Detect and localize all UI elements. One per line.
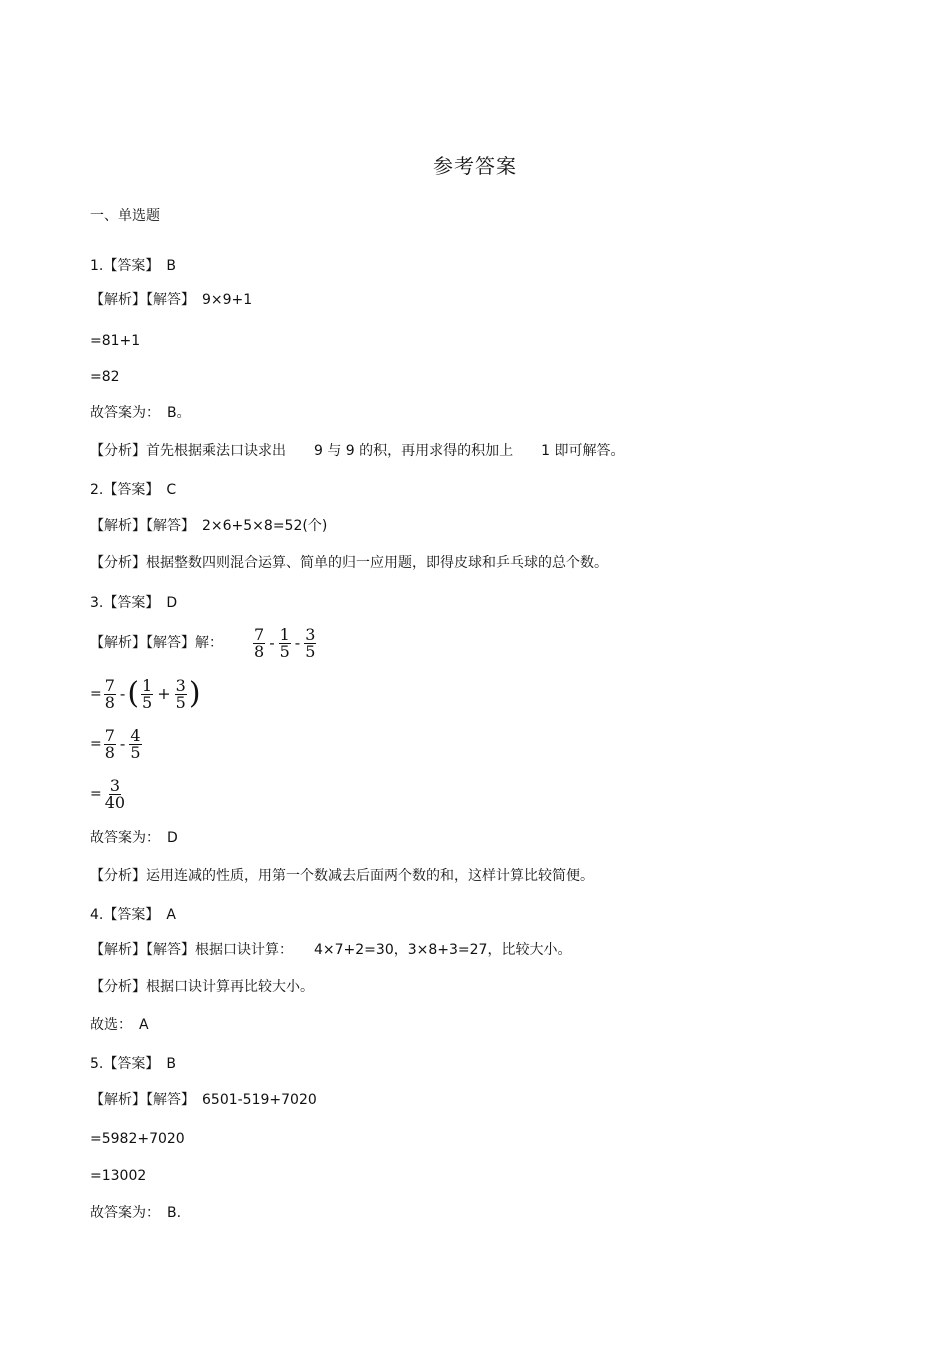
q3-analysis bbox=[90, 625, 318, 661]
q3-step2 bbox=[90, 726, 144, 762]
equals-sign: = bbox=[90, 686, 102, 702]
q1-conclusion: 故答案为： B。 bbox=[90, 405, 191, 421]
q5-analysis: 【解析】【解答】 6501-519+7020 bbox=[90, 1092, 317, 1108]
q3-step3 bbox=[90, 776, 128, 812]
q2-answer: 2.【答案】 C bbox=[90, 482, 177, 498]
fraction: $\frac{1}{5}$ bbox=[142, 675, 153, 712]
q5-answer: 5.【答案】 B bbox=[90, 1056, 176, 1072]
right-paren: ) bbox=[188, 676, 201, 711]
fraction: $\frac{7}{8}$ bbox=[104, 725, 115, 762]
fraction: $\frac{3}{5}$ bbox=[305, 624, 316, 661]
operator: + bbox=[157, 684, 171, 703]
q5-step1: =5982+7020 bbox=[90, 1131, 185, 1147]
operator: - bbox=[269, 633, 275, 652]
q2-note: 【分析】根据整数四则混合运算、简单的归一应用题，即得皮球和乒乓球的总个数。 bbox=[90, 555, 608, 571]
fraction: $\frac{3}{40}$ bbox=[104, 775, 126, 812]
q3-analysis-label: 【解析】【解答】解： bbox=[90, 635, 223, 651]
q1-step1: =81+1 bbox=[90, 333, 141, 349]
q5-conclusion: 故答案为： B. bbox=[90, 1205, 182, 1221]
left-paren: ( bbox=[127, 676, 140, 711]
fraction: $\frac{4}{5}$ bbox=[130, 725, 141, 762]
operator: - bbox=[119, 684, 126, 703]
q1-note: 【分析】首先根据乘法口诀求出 9 与 9 的积，再用求得的积加上 1 即可解答。 bbox=[90, 443, 625, 459]
q1-answer: 1.【答案】 B bbox=[90, 258, 176, 274]
q2-analysis: 【解析】【解答】 2×6+5×8=52(个) bbox=[90, 518, 328, 534]
q4-conclusion: 故选： A bbox=[90, 1017, 149, 1033]
q1-step2: =82 bbox=[90, 369, 120, 385]
page-title: 参考答案 bbox=[433, 154, 517, 178]
fraction: $\frac{7}{8}$ bbox=[104, 675, 115, 712]
q5-step2: =13002 bbox=[90, 1168, 147, 1184]
q4-answer: 4.【答案】 A bbox=[90, 907, 176, 923]
operator: - bbox=[294, 633, 301, 652]
equals-sign: = bbox=[90, 736, 102, 752]
q1-analysis: 【解析】【解答】 9×9+1 bbox=[90, 292, 253, 308]
q3-note: 【分析】运用连减的性质，用第一个数减去后面两个数的和，这样计算比较简便。 bbox=[90, 868, 594, 884]
operator: - bbox=[119, 734, 126, 753]
q3-answer: 3.【答案】 D bbox=[90, 595, 178, 611]
fraction: $\frac{7}{8}$ bbox=[254, 624, 265, 661]
q3-conclusion: 故答案为： D bbox=[90, 830, 178, 846]
equals-sign: = bbox=[90, 786, 102, 802]
q4-analysis: 【解析】【解答】根据口诀计算： 4×7+2=30，3×8+3=27，比较大小。 bbox=[90, 942, 572, 958]
q4-note: 【分析】根据口诀计算再比较大小。 bbox=[90, 979, 314, 995]
section-heading: 一、单选题 bbox=[90, 208, 160, 224]
q3-step1 bbox=[90, 676, 201, 712]
fraction: $\frac{1}{5}$ bbox=[279, 624, 290, 661]
fraction: $\frac{3}{5}$ bbox=[175, 675, 186, 712]
